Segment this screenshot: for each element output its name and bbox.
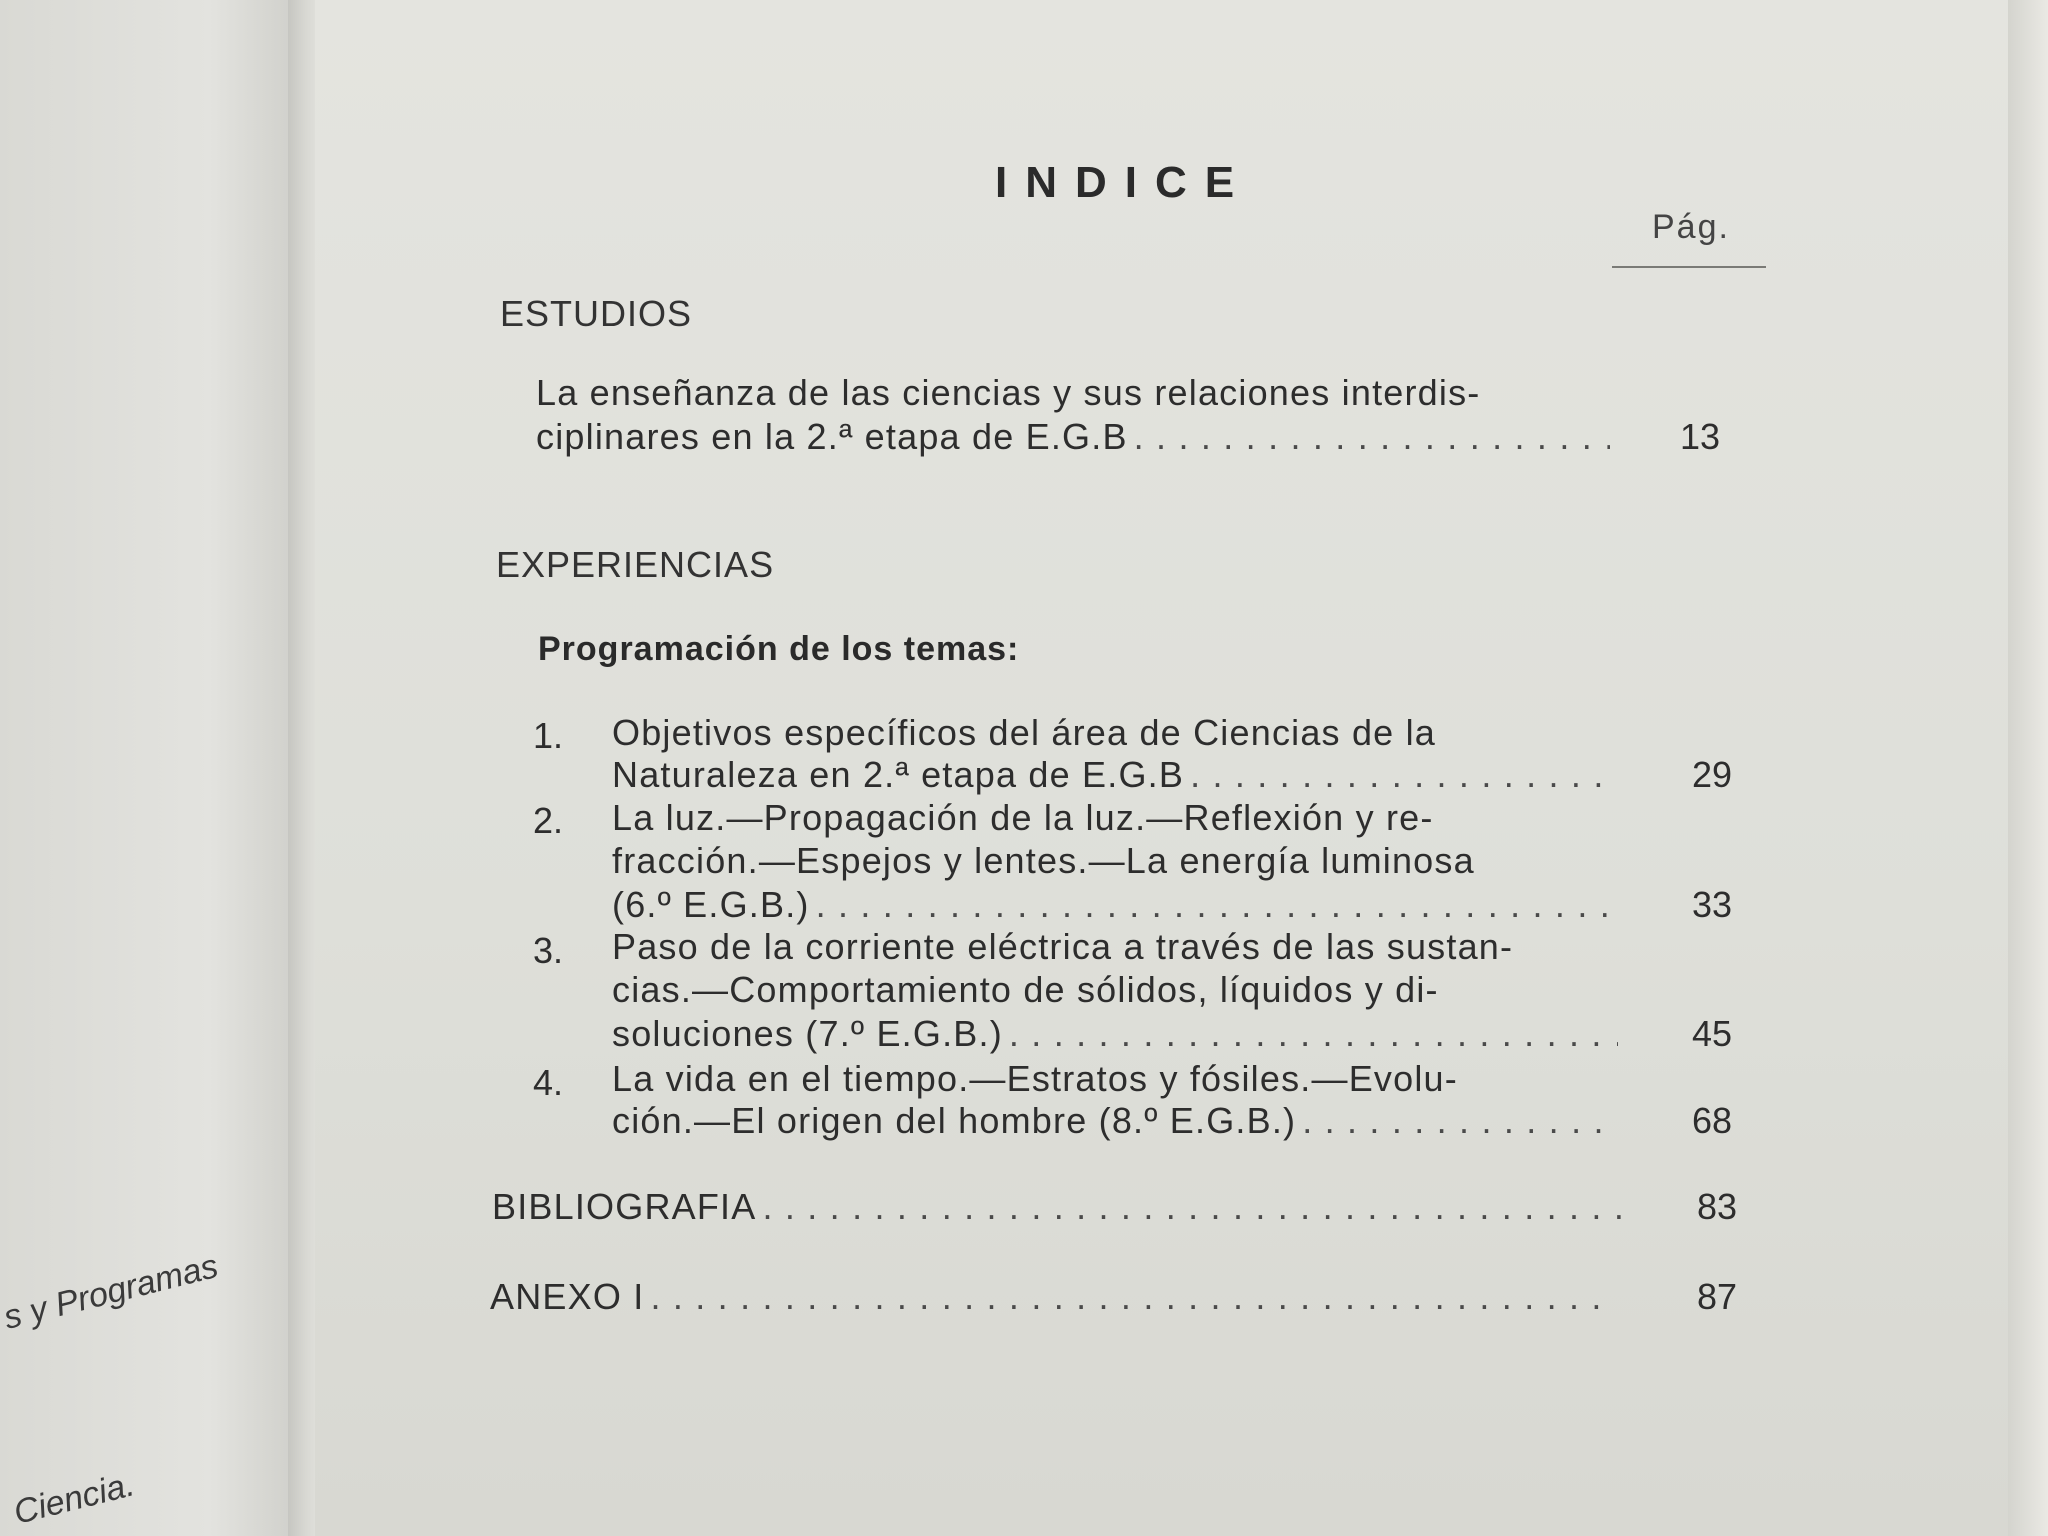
toc-page-number: 33 <box>1691 884 1732 925</box>
toc-item-number: 3. <box>533 930 564 971</box>
toc-entry-leader <box>612 1013 1624 1055</box>
toc-line: cias.—Comportamiento de sólidos, líquidos y di- <box>612 969 1439 1010</box>
toc-item-number: 2. <box>533 800 564 841</box>
toc-page-number: 87 <box>1696 1276 1737 1317</box>
facing-page-text: s y Programas <box>0 1246 222 1337</box>
toc-entry-bibliografia <box>492 1186 1632 1228</box>
dot-leader <box>1302 1100 1618 1142</box>
dot-leader <box>816 884 1618 926</box>
dot-leader <box>1190 754 1618 796</box>
dot-leader <box>762 1186 1626 1228</box>
dot-leader <box>1134 416 1610 458</box>
toc-line: Objetivos específicos del área de Ciencias de la <box>612 712 1437 753</box>
toc-line: Paso de la corriente eléctrica a través de las sustan- <box>612 926 1514 967</box>
section-heading-experiencias: EXPERIENCIAS <box>496 544 775 585</box>
toc-line: fracción.—Espejos y lentes.—La energía luminosa <box>612 840 1475 881</box>
toc-entry-leader <box>612 884 1624 926</box>
toc-line: La luz.—Propagación de la luz.—Reflexión y re- <box>612 797 1434 838</box>
toc-line: La vida en el tiempo.—Estratos y fósiles.—Evolu- <box>612 1058 1458 1099</box>
book-gutter <box>288 0 318 1536</box>
toc-entry-text: BIBLIOGRAFIA <box>492 1186 757 1227</box>
toc-entry-text: Naturaleza en 2.ª etapa de E.G.B <box>612 754 1185 795</box>
toc-entry-text: ANEXO I <box>490 1276 645 1317</box>
dot-leader <box>1009 1013 1618 1055</box>
page-edge <box>2008 0 2048 1536</box>
toc-entry-leader <box>612 754 1624 796</box>
facing-page-text-lower: Ciencia. <box>10 1465 139 1532</box>
toc-page-number: 45 <box>1691 1013 1732 1054</box>
toc-page-number: 13 <box>1679 416 1720 457</box>
toc-entry-text: ciplinares en la 2.ª etapa de E.G.B <box>536 416 1128 457</box>
toc-page-number: 29 <box>1691 754 1732 795</box>
page-column-rule <box>1612 266 1766 268</box>
toc-entry-text: (6.º E.G.B.) <box>612 884 810 925</box>
dot-leader <box>650 1276 1608 1318</box>
toc-entry-leader <box>612 1100 1624 1142</box>
page-title: INDICE <box>995 158 1253 207</box>
toc-entry-text: ción.—El origen del hombre (8.º E.G.B.) <box>612 1100 1297 1141</box>
toc-entry-anexo <box>490 1276 1614 1318</box>
subheading-programacion: Programación de los temas: <box>538 630 1020 668</box>
toc-entry-leader <box>536 416 1616 458</box>
toc-item-number: 1. <box>533 715 564 756</box>
toc-item-number: 4. <box>533 1062 564 1103</box>
toc-line: La enseñanza de las ciencias y sus relaciones interdis- <box>536 372 1481 413</box>
toc-page-number: 83 <box>1696 1186 1737 1227</box>
toc-page-number: 68 <box>1691 1100 1732 1141</box>
section-heading-estudios: ESTUDIOS <box>500 293 693 334</box>
toc-entry-text: soluciones (7.º E.G.B.) <box>612 1013 1003 1054</box>
page-column-label: Pág. <box>1652 208 1730 246</box>
